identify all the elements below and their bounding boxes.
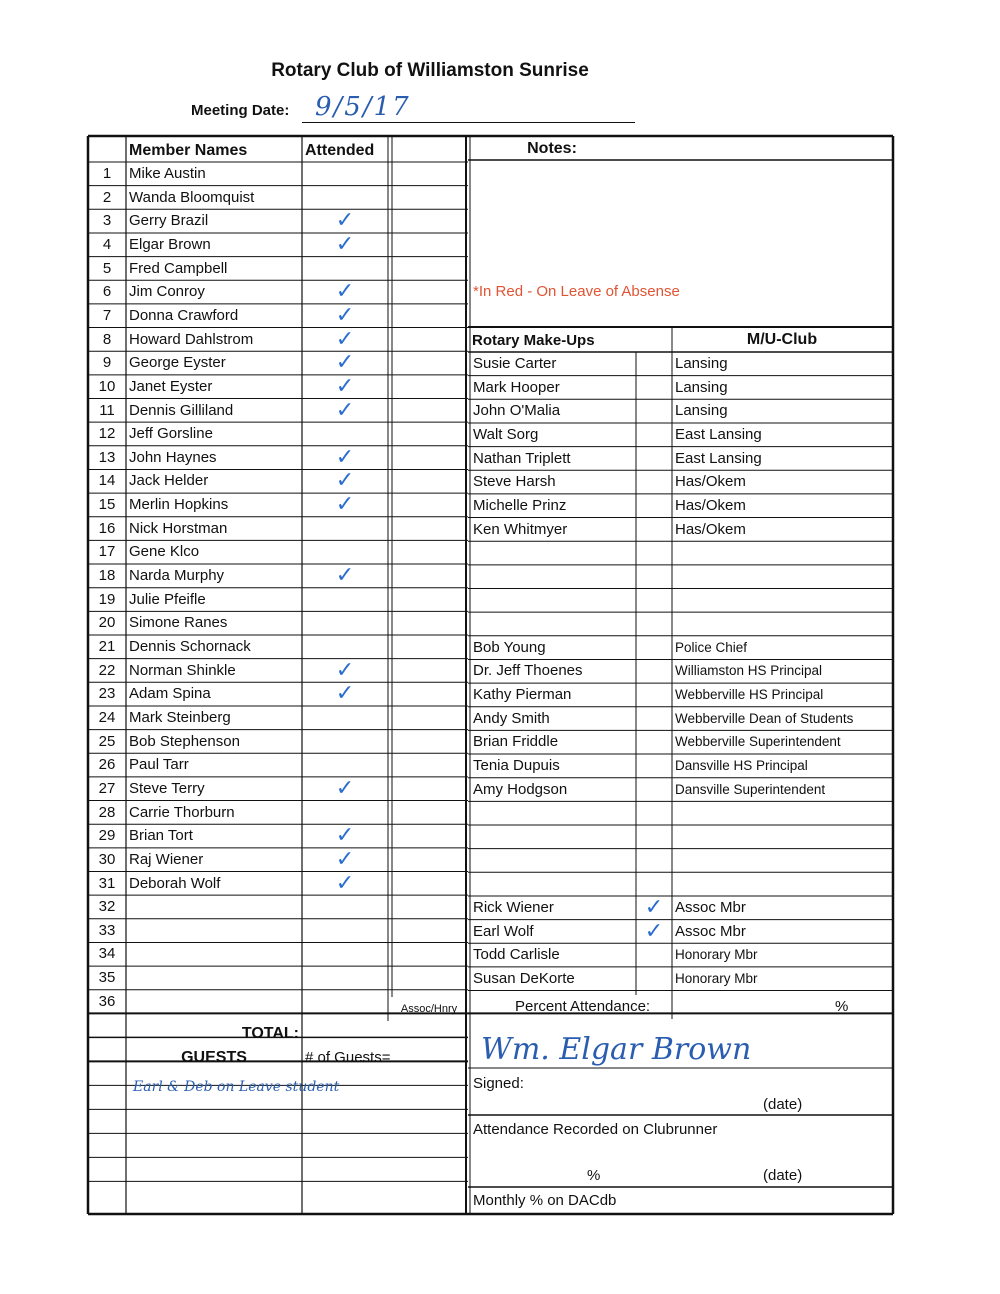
member-name: Janet Eyster xyxy=(129,377,213,395)
member-name: Merlin Hopkins xyxy=(129,496,229,514)
visitor-name: Bob Young xyxy=(473,638,546,656)
attended-check-icon: ✓ xyxy=(335,327,355,352)
member-number: 7 xyxy=(102,306,112,324)
member-name: Jim Conroy xyxy=(129,283,205,301)
member-number: 13 xyxy=(98,448,116,466)
visitor-name: Andy Smith xyxy=(473,709,550,727)
member-number: 10 xyxy=(98,377,116,395)
mu-club-header: M/U-Club xyxy=(746,331,818,348)
attended-check-icon: ✓ xyxy=(335,824,355,848)
makeup-name: Susie Carter xyxy=(473,355,557,372)
attended-check-icon: ✓ xyxy=(335,871,355,896)
makeup-club: Lansing xyxy=(675,402,728,420)
visitor-role: Webberville Superintendent xyxy=(675,734,841,750)
member-name: Howard Dahlstrom xyxy=(129,330,254,348)
member-number: 8 xyxy=(102,330,112,348)
percent-attendance-label: Percent Attendance: xyxy=(515,998,651,1015)
member-name: Brian Tort xyxy=(129,827,193,845)
meeting-date-value: 9/5/17 xyxy=(315,92,411,122)
member-number: 26 xyxy=(98,756,116,774)
rotary-makeups-header: Rotary Make-Ups xyxy=(472,332,595,349)
member-number: 5 xyxy=(102,259,112,277)
member-name: Gene Klco xyxy=(129,543,200,561)
notes-header: Notes: xyxy=(527,140,577,157)
member-name xyxy=(126,990,302,1014)
member-name: George Eyster xyxy=(129,354,226,372)
visitor-name: Kathy Pierman xyxy=(473,686,572,704)
attended-check-icon: ✓ xyxy=(335,682,355,706)
member-name: Wanda Bloomquist xyxy=(129,188,255,206)
attended-check-icon: ✓ xyxy=(335,776,355,801)
attended-check-icon: ✓ xyxy=(335,374,355,399)
attended-check-icon: ✓ xyxy=(335,847,355,872)
member-name: Bob Stephenson xyxy=(129,732,240,750)
member-number: 4 xyxy=(102,235,112,253)
member-number: 15 xyxy=(98,496,116,514)
page-title: Rotary Club of Williamston Sunrise xyxy=(271,60,589,81)
associate-name: Susan DeKorte xyxy=(473,969,575,987)
member-number: 21 xyxy=(98,638,116,655)
member-number: 25 xyxy=(98,732,116,750)
visitor-role: Dansville HS Principal xyxy=(675,758,808,774)
attended-check-icon: ✓ xyxy=(335,209,355,233)
member-name: Donna Crawford xyxy=(129,306,239,324)
attended-check-icon: ✓ xyxy=(335,398,355,423)
member-number: 35 xyxy=(98,969,116,987)
visitor-name: Dr. Jeff Thoenes xyxy=(473,662,583,680)
member-name: Simone Ranes xyxy=(129,614,228,632)
member-number: 20 xyxy=(98,614,116,632)
meeting-date-label: Meeting Date: xyxy=(191,102,290,119)
leave-of-absence-note: *In Red - On Leave of Absense xyxy=(473,283,680,300)
visitor-name: Brian Friddle xyxy=(473,733,559,751)
member-name: John Haynes xyxy=(129,448,217,466)
attended-check-icon: ✓ xyxy=(335,564,355,588)
makeup-name: Michelle Prinz xyxy=(473,496,567,514)
associate-name: Earl Wolf xyxy=(473,922,534,940)
attended-check-icon: ✓ xyxy=(335,351,355,375)
percent-attendance-sign: % xyxy=(835,998,849,1015)
member-name xyxy=(126,942,302,966)
member-number: 3 xyxy=(102,212,112,230)
member-number: 1 xyxy=(102,165,112,182)
member-number: 33 xyxy=(98,921,116,939)
guests-handwritten-note: Earl & Deb on Leave student xyxy=(133,1079,340,1095)
visitor-role: Police Chief xyxy=(675,639,748,655)
member-number: 28 xyxy=(98,803,116,821)
member-number: 12 xyxy=(98,425,116,443)
total-label: TOTAL: xyxy=(241,1025,299,1042)
makeup-club: Has/Okem xyxy=(675,496,746,514)
makeup-club: East Lansing xyxy=(675,425,762,443)
attended-check-icon: ✓ xyxy=(335,445,355,470)
makeup-name: Walt Sorg xyxy=(473,425,539,443)
associate-type: Honorary Mbr xyxy=(675,970,758,986)
member-name: Adam Spina xyxy=(129,685,211,703)
clubrunner-label: Attendance Recorded on Clubrunner xyxy=(473,1121,718,1138)
attended-check-icon: ✓ xyxy=(335,469,355,494)
member-names-header: Member Names xyxy=(129,142,248,159)
member-number: 36 xyxy=(98,992,116,1010)
member-name: Steve Terry xyxy=(129,779,205,797)
assoc-hnry-label: Assoc/Hnry xyxy=(400,1003,458,1015)
makeup-club: East Lansing xyxy=(675,449,762,467)
makeup-club: Lansing xyxy=(675,378,728,396)
member-name: Elgar Brown xyxy=(129,235,211,253)
associate-type: Honorary Mbr xyxy=(675,947,758,963)
associate-name: Todd Carlisle xyxy=(473,946,560,964)
member-name: Dennis Gilliland xyxy=(129,401,234,419)
member-number: 11 xyxy=(99,401,115,419)
member-number: 16 xyxy=(98,519,116,537)
member-name: Narda Murphy xyxy=(129,567,225,585)
member-name: Dennis Schornack xyxy=(129,638,251,655)
makeup-name: Nathan Triplett xyxy=(473,449,571,467)
visitor-role: Williamston HS Principal xyxy=(675,663,823,679)
member-number: 18 xyxy=(98,567,116,585)
member-number: 23 xyxy=(98,685,116,703)
member-name: Gerry Brazil xyxy=(129,212,209,230)
makeup-club: Lansing xyxy=(675,355,728,372)
member-number: 2 xyxy=(102,188,112,206)
member-name: Paul Tarr xyxy=(129,756,189,774)
visitor-role: Dansville Superintendent xyxy=(675,781,826,797)
signed-label: Signed: xyxy=(473,1075,524,1092)
clubrunner-percent: % xyxy=(587,1167,601,1184)
member-name xyxy=(126,895,302,919)
member-number: 19 xyxy=(98,590,116,608)
attended-check-icon: ✓ xyxy=(335,493,355,517)
member-name: Jack Helder xyxy=(129,472,209,490)
makeup-name: John O'Malia xyxy=(473,402,561,420)
member-name: Julie Pfeifle xyxy=(129,590,206,608)
clubrunner-date-label: (date) xyxy=(763,1167,803,1184)
member-number: 31 xyxy=(98,874,116,892)
member-number: 29 xyxy=(98,827,116,845)
member-name xyxy=(126,919,302,943)
visitor-name: Tenia Dupuis xyxy=(473,757,560,775)
attended-check-icon: ✓ xyxy=(335,280,355,304)
makeup-club: Has/Okem xyxy=(675,473,746,491)
guests-header: GUESTS xyxy=(181,1049,247,1066)
visitor-name: Amy Hodgson xyxy=(473,780,568,798)
associate-check-icon: ✓ xyxy=(644,919,664,944)
associate-type: Assoc Mbr xyxy=(675,922,746,940)
member-number: 9 xyxy=(102,354,112,372)
attended-check-icon: ✓ xyxy=(335,232,355,257)
member-name: Deborah Wolf xyxy=(129,874,221,892)
attended-check-icon: ✓ xyxy=(335,658,355,683)
member-number: 30 xyxy=(98,850,116,868)
attended-check-icon: ✓ xyxy=(335,303,355,328)
member-number: 34 xyxy=(98,945,116,963)
member-name: Raj Wiener xyxy=(129,850,204,868)
member-number: 32 xyxy=(98,898,116,916)
signed-date-label: (date) xyxy=(763,1096,803,1113)
member-name: Nick Horstman xyxy=(129,519,228,537)
signature: Wm. Elgar Brown xyxy=(481,1032,752,1067)
member-number: 17 xyxy=(98,543,116,561)
makeup-name: Steve Harsh xyxy=(473,473,556,491)
associate-type: Assoc Mbr xyxy=(675,898,746,916)
member-name: Norman Shinkle xyxy=(129,661,236,679)
member-name: Fred Campbell xyxy=(129,259,228,277)
member-number: 22 xyxy=(98,661,116,679)
member-name: Jeff Gorsline xyxy=(129,425,213,443)
member-number: 27 xyxy=(98,779,116,797)
visitor-role: Webberville HS Principal xyxy=(675,687,824,703)
member-name xyxy=(126,966,302,990)
dacdb-label: Monthly % on DACdb xyxy=(473,1192,617,1209)
associate-name: Rick Wiener xyxy=(473,898,554,916)
visitor-role: Webberville Dean of Students xyxy=(675,710,854,726)
makeup-name: Ken Whitmyer xyxy=(473,520,568,538)
member-number: 24 xyxy=(98,708,116,726)
member-name: Mike Austin xyxy=(129,165,206,182)
makeup-club: Has/Okem xyxy=(675,520,746,538)
associate-check-icon: ✓ xyxy=(644,895,664,920)
member-number: 14 xyxy=(98,472,116,490)
member-name: Carrie Thorburn xyxy=(129,803,235,821)
member-name: Mark Steinberg xyxy=(129,708,231,726)
makeup-name: Mark Hooper xyxy=(473,378,560,396)
member-number: 6 xyxy=(102,283,112,301)
attended-header: Attended xyxy=(305,142,375,159)
num-guests-label: # of Guests= xyxy=(305,1049,391,1066)
